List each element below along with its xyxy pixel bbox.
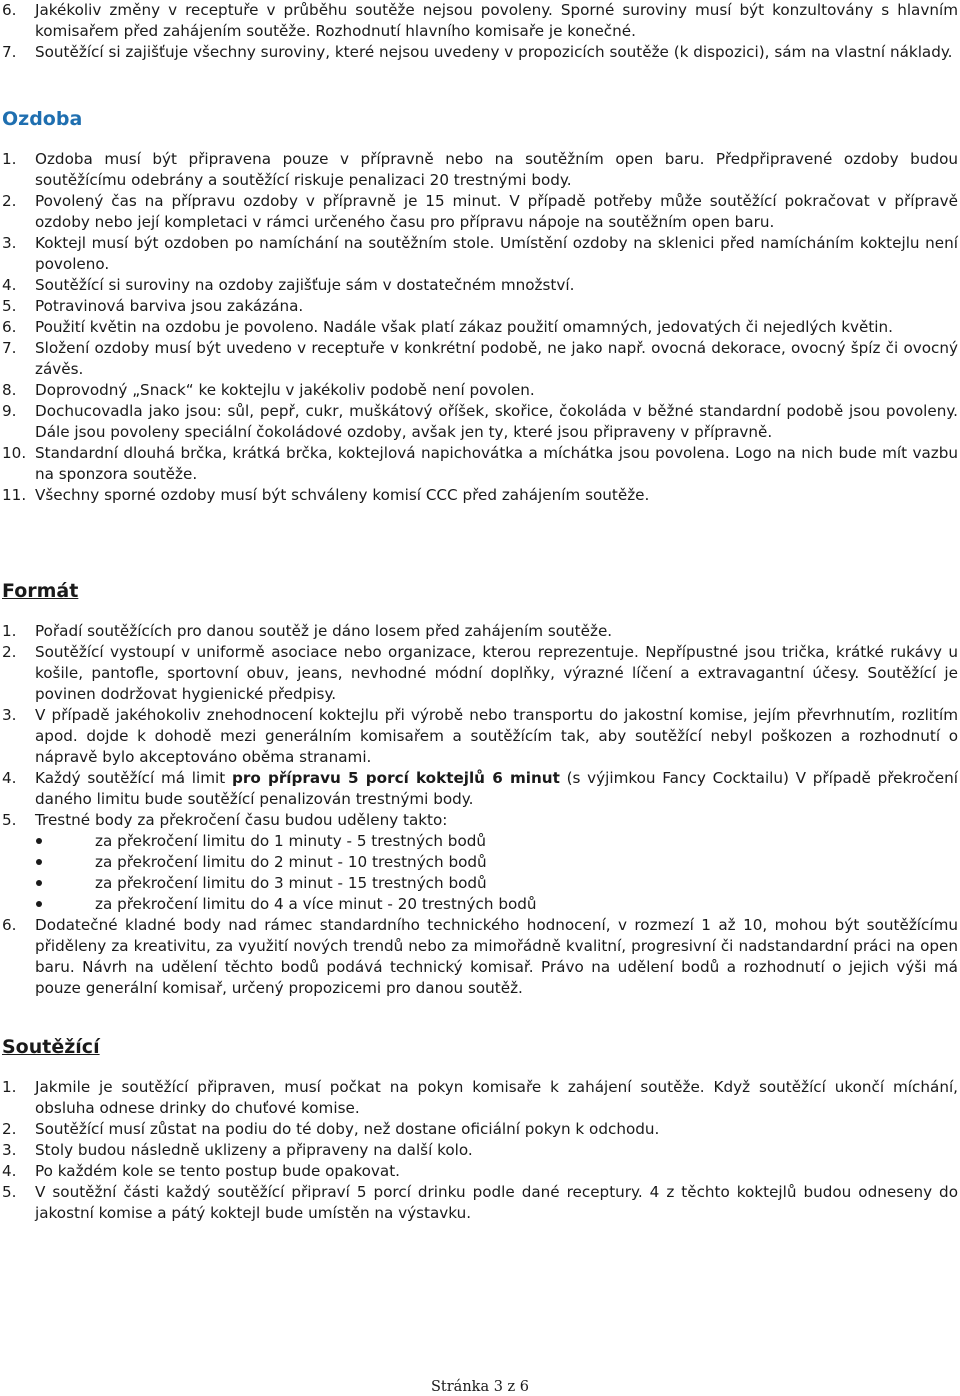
item-number: 5. [2,297,17,315]
list-item [0,1140,960,1161]
item-number: 5. [2,1183,17,1201]
item-text [35,768,960,810]
item-text: Trestné body za překročení času budou uděleny takto: [35,811,448,829]
item-number: 2. [2,192,17,210]
item-text: Jakmile je soutěžící připraven, musí počkat na pokyn komisaře k zahájení soutěže. Když soutěžící ukončí míchání, obsluha odnese drinky do chuťové komise. [35,1078,958,1117]
bullet-icon [0,831,71,852]
item-number: 2. [2,1120,17,1138]
bullet-text: za překročení limitu do 3 minut - 15 trestných bodů [95,874,487,892]
list-item [0,233,960,275]
item-text: Dochucovadla jako jsou: sůl, pepř, cukr, muškátový oříšek, skořice, čokoláda v běžné standardní podobě jsou povoleny. Dále jsou povoleny speciální čokoládové ozdoby, avšak jen ty, které jsou připraveny v přípravně. [35,402,958,441]
item-text: Povolený čas na přípravu ozdoby v přípravně je 15 minut. V případě potřeby může soutěžící pokračovat v přípravě ozdoby nebo její kompletaci v rámci určeného času pro přípravu nápoje na soutěžním open baru. [35,192,958,231]
list-item [0,1077,960,1119]
bullet-text: za překročení limitu do 1 minuty - 5 trestných bodů [95,832,487,850]
item-text: Soutěžící vystoupí v uniformě asociace nebo organizace, kterou reprezentuje. Nepřípustné jsou trička, krátké rukávy u košile, pantofle, sportovní obuv, jeans, nevhodné módní doplňky, výrazné líčení a extravagantní účesy. Soutěžící je povinen dodržovat hygienické předpisy. [35,643,958,703]
item-number: 8. [2,381,17,399]
list-item [0,1119,960,1140]
list-item [0,317,960,338]
list-item [0,642,960,705]
item-number: 3. [2,706,17,724]
list-item [0,621,960,642]
item-number: 5. [2,811,17,829]
section-heading: Formát [2,580,79,602]
item-number: 6. [2,318,17,336]
item-text: Doprovodný „Snack“ ke koktejlu v jakékoliv podobě není povolen. [35,381,535,399]
bullet-icon [0,873,71,894]
section-ozdoba [0,107,960,506]
section-soutezici [0,1035,960,1224]
item-number: 9. [2,402,17,420]
bullet-icon [0,852,71,873]
item-text: Použití květin na ozdobu je povoleno. Nadále však platí zákaz použití omamných, jedovatých či nejedlých květin. [35,318,893,336]
item-number: 2. [2,643,17,661]
item-number: 6. [2,1,17,19]
section-heading: Ozdoba [2,108,83,130]
list-item [0,275,960,296]
bullet-text: za překročení limitu do 2 minut - 10 trestných bodů [95,853,487,871]
list-item [0,915,960,999]
list-item [0,401,960,443]
item-number: 4. [2,769,17,787]
item-text: Soutěžící musí zůstat na podiu do té doby, než dostane oficiální pokyn k odchodu. [35,1120,660,1138]
item-number: 7. [2,43,17,61]
list-item [0,768,960,810]
item-number: 6. [2,916,17,934]
list-item [0,443,960,485]
page-footer: Stránka 3 z 6 [430,1379,530,1395]
item-text: Soutěžící si zajišťuje všechny suroviny, které nejsou uvedeny v propozicích soutěže (k dispozici), sám na vlastní náklady. [35,43,953,61]
section-heading: Soutěžící [2,1036,100,1058]
list-item [0,149,960,191]
item-text: Standardní dlouhá brčka, krátká brčka, koktejlová napichovátka a míchátka jsou povolena. Logo na nich bude mít vazbu na sponzora soutěže. [35,444,958,483]
item-text: Pořadí soutěžících pro danou soutěž je dáno losem před zahájením soutěže. [35,622,613,640]
item-text: V soutěžní části každý soutěžící připraví 5 porcí drinku podle dané receptury. 4 z těchto koktejlů budou odneseny do jakostní komise a pátý koktejl bude umístěn na výstavku. [35,1183,958,1222]
item-text: V případě jakéhokoliv znehodnocení koktejlu při výrobě nebo transportu do jakostní komise, jejím převrhnutím, rozlitím apod. dojde k dohodě mezi generálním komisařem a soutěžícím tak, aby soutěžící nebyl poškozen a rozhodnutí o nápravě bylo akceptováno oběma stranami. [35,706,958,766]
list-item [0,380,960,401]
list-item [0,485,960,506]
item-number: 4. [2,1162,17,1180]
list-item [0,296,960,317]
item-number: 1. [2,1078,17,1096]
item-number: 4. [2,276,17,294]
bullet-item [0,873,960,894]
item-number: 10. [2,444,27,462]
list-item [0,705,960,768]
item-number: 1. [2,150,17,168]
list-item [0,338,960,380]
section-format [0,579,960,999]
bullet-item [0,894,960,915]
item-text: Koktejl musí být ozdoben po namíchání na soutěžním stole. Umístění ozdoby na sklenici před namícháním koktejlu není povoleno. [35,234,958,273]
bullet-item [0,852,960,873]
item-text-part: (s výjimkou Fancy Cocktailu) V případě překročení daného limitu bude soutěžící penalizován trestnými body. [35,769,958,808]
bullet-item [0,831,960,852]
item-number: 1. [2,622,17,640]
list-item [0,1182,960,1224]
bullet-text: za překročení limitu do 4 a více minut - 20 trestných bodů [95,895,537,913]
item-number: 3. [2,1141,17,1159]
list-item [0,1161,960,1182]
list-item [0,810,960,831]
item-text: Soutěžící si suroviny na ozdoby zajišťuje sám v dostatečném množství. [35,276,575,294]
item-text: Jakékoliv změny v receptuře v průběhu soutěže nejsou povoleny. Sporné suroviny musí být konzultovány s hlavním komisařem před zahájením soutěže. Rozhodnutí hlavního komisaře je konečné. [35,1,958,40]
item-number: 11. [2,486,27,504]
item-text: Složení ozdoby musí být uvedeno v receptuře v konkrétní podobě, ne jako např. ovocná dekorace, ovocný špíz či ovocný závěs. [35,339,958,378]
item-text-bold: pro přípravu 5 porcí koktejlů 6 minut [231,769,560,787]
bullet-icon [0,894,71,915]
list-item [0,42,960,63]
item-text: Všechny sporné ozdoby musí být schváleny komisí CCC před zahájením soutěže. [35,486,650,504]
item-number: 7. [2,339,17,357]
bullet-list [0,831,960,915]
item-number: 3. [2,234,17,252]
item-text-part: Každý soutěžící má limit [35,769,232,787]
item-text: Ozdoba musí být připravena pouze v přípravně nebo na soutěžním open baru. Předpřipravené ozdoby budou soutěžícímu odebrány a soutěžící riskuje penalizaci 20 trestnými body. [35,150,958,189]
list-item [0,0,960,42]
item-text: Stoly budou následně uklizeny a připraveny na další kolo. [35,1141,473,1159]
item-text: Potravinová barviva jsou zakázána. [35,297,304,315]
item-text: Dodatečné kladné body nad rámec standardního technického hodnocení, v rozmezí 1 až 10, mohou být soutěžícímu přiděleny za kreativitu, za využití nových trendů nebo za mimořádně kvalitní, progresivní či nadstandardní práci na open baru. Návrh na udělení těchto bodů podává technický komisař. Právo na udělení bodů a rozhodnutí o jejich výši má pouze generální komisař, určený propozicemi pro danou soutěž. [35,916,958,997]
item-text: Po každém kole se tento postup bude opakovat. [35,1162,401,1180]
top-list [0,0,960,63]
list-item [0,191,960,233]
